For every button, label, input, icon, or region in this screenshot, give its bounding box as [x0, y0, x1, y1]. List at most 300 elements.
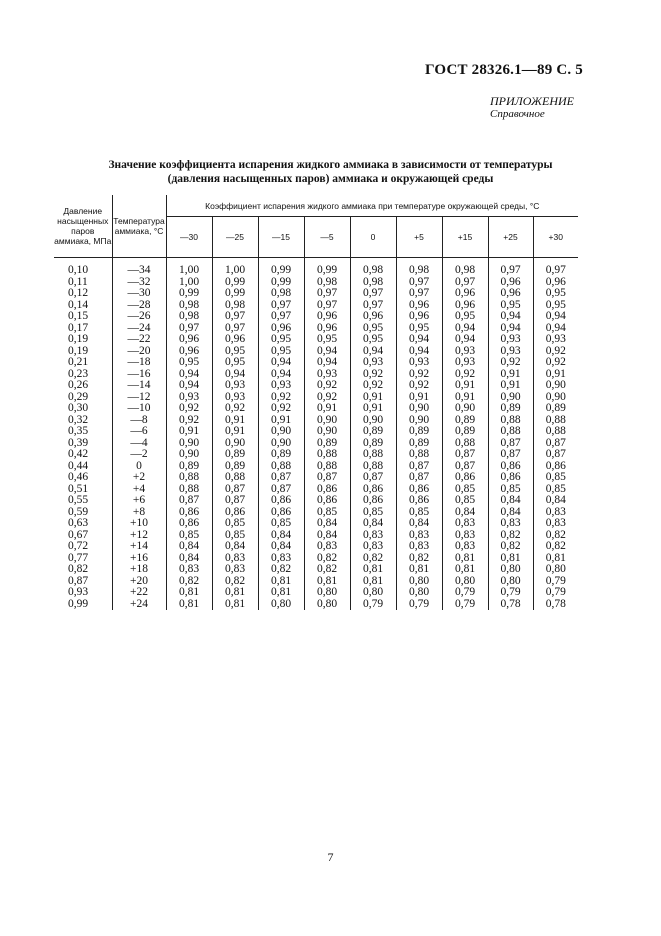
cell-pressure: 0,42	[68, 448, 89, 460]
table-row	[54, 541, 578, 553]
cell-coefficient: 0,79	[396, 599, 442, 611]
page-number: 7	[327, 850, 334, 864]
cell-coefficient: 0,95	[304, 334, 350, 346]
cell-coefficient: 0,89	[258, 449, 304, 461]
cell-coefficient: 0,96	[350, 311, 396, 323]
cell-coefficient: 0,89	[533, 403, 578, 415]
cell-coefficient: 0,80	[488, 564, 533, 576]
cell-pressure: 0,32	[68, 413, 89, 426]
cell-coefficient: 0,83	[258, 553, 304, 565]
cell-coefficient: 0,86	[533, 461, 578, 473]
cell-ammonia-temperature: —2	[112, 449, 166, 461]
cell-coefficient: 0,93	[212, 392, 258, 404]
cell-ammonia-temperature: +20	[112, 576, 166, 588]
cell-coefficient: 0,88	[258, 461, 304, 473]
cell-coefficient: 0,95	[442, 311, 488, 323]
table-row	[54, 518, 578, 530]
cell-coefficient: 0,87	[350, 472, 396, 484]
cell-coefficient: 0,92	[396, 369, 442, 381]
cell-coefficient: 0,94	[533, 323, 578, 335]
cell-coefficient: 0,79	[533, 576, 578, 588]
cell-pressure: 0,29	[68, 390, 89, 403]
cell-coefficient: 0,99	[212, 277, 258, 289]
cell-coefficient: 0,95	[350, 323, 396, 335]
cell-pressure: 0,19	[68, 344, 89, 357]
cell-coefficient: 0,90	[396, 415, 442, 427]
cell-coefficient: 0,92	[533, 357, 578, 369]
cell-coefficient: 0,97	[304, 288, 350, 300]
table-row	[54, 288, 578, 300]
cell-ammonia-temperature: —6	[112, 426, 166, 438]
table-row	[54, 599, 578, 611]
cell-coefficient: 0,87	[396, 472, 442, 484]
cell-coefficient: 0,98	[442, 258, 488, 277]
cell-coefficient: 0,79	[442, 587, 488, 599]
cell-coefficient: 0,91	[304, 403, 350, 415]
cell-coefficient: 0,89	[442, 415, 488, 427]
cell-ammonia-temperature: +12	[112, 530, 166, 542]
cell-ammonia-temperature: —24	[112, 323, 166, 335]
cell-coefficient: 0,88	[166, 472, 212, 484]
table-row	[54, 334, 578, 346]
table-row	[54, 426, 578, 438]
cell-coefficient: 0,83	[350, 541, 396, 553]
column-header-env-temp: —30	[166, 217, 212, 258]
table-row	[54, 357, 578, 369]
cell-ammonia-temperature: —20	[112, 346, 166, 358]
cell-coefficient: 0,86	[350, 495, 396, 507]
cell-coefficient: 0,94	[304, 346, 350, 358]
cell-coefficient: 0,85	[166, 530, 212, 542]
cell-ammonia-temperature: +22	[112, 587, 166, 599]
cell-coefficient: 0,82	[488, 530, 533, 542]
cell-coefficient: 0,84	[350, 518, 396, 530]
cell-coefficient: 0,79	[488, 587, 533, 599]
cell-coefficient: 0,97	[488, 258, 533, 277]
cell-coefficient: 0,92	[304, 392, 350, 404]
cell-coefficient: 0,88	[533, 426, 578, 438]
cell-coefficient: 0,98	[166, 300, 212, 312]
cell-coefficient: 0,82	[166, 576, 212, 588]
cell-coefficient: 0,92	[488, 357, 533, 369]
cell-coefficient: 0,82	[488, 541, 533, 553]
cell-coefficient: 0,78	[488, 599, 533, 611]
cell-pressure: 0,46	[68, 471, 89, 483]
column-header-ammonia-temperature: Температура аммиака, °С	[112, 195, 166, 258]
cell-coefficient: 0,97	[396, 277, 442, 289]
cell-coefficient: 0,92	[212, 403, 258, 415]
table-row	[54, 449, 578, 461]
cell-pressure: 0,67	[68, 528, 89, 541]
cell-pressure: 0,12	[68, 287, 89, 299]
cell-coefficient: 0,90	[304, 415, 350, 427]
cell-coefficient: 0,96	[304, 311, 350, 323]
table-row	[54, 587, 578, 599]
cell-coefficient: 0,94	[488, 311, 533, 323]
cell-ammonia-temperature: —34	[112, 258, 166, 277]
cell-coefficient: 0,93	[442, 346, 488, 358]
cell-coefficient: 0,93	[533, 334, 578, 346]
cell-coefficient: 0,80	[258, 599, 304, 611]
cell-coefficient: 0,99	[212, 288, 258, 300]
cell-coefficient: 0,99	[258, 277, 304, 289]
cell-coefficient: 0,94	[396, 346, 442, 358]
cell-coefficient: 0,81	[488, 553, 533, 565]
column-header-pressure: Давление насыщенных паров аммиака, МПа	[54, 195, 112, 258]
cell-coefficient: 0,90	[350, 415, 396, 427]
cell-coefficient: 0,88	[304, 461, 350, 473]
cell-coefficient: 0,94	[304, 357, 350, 369]
cell-coefficient: 0,88	[533, 415, 578, 427]
cell-coefficient: 0,97	[304, 300, 350, 312]
cell-coefficient: 0,88	[396, 449, 442, 461]
cell-coefficient: 0,85	[442, 495, 488, 507]
cell-pressure: 0,30	[68, 402, 89, 414]
cell-coefficient: 0,98	[166, 311, 212, 323]
column-header-env-temp: +30	[533, 217, 578, 258]
cell-coefficient: 0,85	[304, 507, 350, 519]
cell-coefficient: 0,92	[166, 403, 212, 415]
cell-pressure: 0,23	[68, 367, 89, 380]
cell-coefficient: 0,90	[304, 426, 350, 438]
cell-coefficient: 0,83	[488, 518, 533, 530]
document-header-reference: ГОСТ 28326.1—89 С. 5	[425, 62, 583, 78]
cell-pressure: 0,99	[68, 597, 89, 610]
cell-coefficient: 0,93	[304, 369, 350, 381]
cell-coefficient: 0,83	[533, 518, 578, 530]
cell-coefficient: 0,86	[166, 518, 212, 530]
cell-coefficient: 0,93	[396, 357, 442, 369]
cell-coefficient: 0,84	[442, 507, 488, 519]
cell-coefficient: 0,79	[350, 599, 396, 611]
cell-coefficient: 0,87	[166, 495, 212, 507]
cell-coefficient: 0,89	[212, 449, 258, 461]
cell-coefficient: 0,80	[442, 576, 488, 588]
table-row	[54, 380, 578, 392]
cell-coefficient: 0,89	[488, 403, 533, 415]
cell-pressure: 0,26	[68, 379, 89, 391]
cell-coefficient: 0,85	[396, 507, 442, 519]
cell-coefficient: 0,90	[166, 449, 212, 461]
table-row	[54, 495, 578, 507]
cell-coefficient: 0,80	[396, 587, 442, 599]
cell-coefficient: 0,83	[442, 530, 488, 542]
cell-coefficient: 0,83	[304, 541, 350, 553]
cell-coefficient: 0,96	[533, 277, 578, 289]
cell-coefficient: 0,95	[350, 334, 396, 346]
cell-coefficient: 0,91	[212, 426, 258, 438]
cell-ammonia-temperature: —28	[112, 300, 166, 312]
cell-coefficient: 0,97	[396, 288, 442, 300]
cell-pressure: 0,15	[68, 310, 89, 322]
cell-coefficient: 0,83	[166, 564, 212, 576]
cell-coefficient: 0,96	[166, 346, 212, 358]
cell-coefficient: 0,83	[442, 518, 488, 530]
cell-coefficient: 0,94	[258, 369, 304, 381]
cell-pressure: 0,63	[68, 517, 89, 529]
cell-coefficient: 0,88	[488, 415, 533, 427]
cell-coefficient: 1,00	[166, 277, 212, 289]
appendix-label: ПРИЛОЖЕНИЕ	[490, 94, 574, 108]
cell-coefficient: 0,89	[396, 426, 442, 438]
table-title-line-2: (давления насыщенных паров) аммиака и окружающей среды	[167, 173, 494, 185]
cell-coefficient: 0,85	[533, 472, 578, 484]
cell-coefficient: 0,81	[396, 564, 442, 576]
cell-ammonia-temperature: —30	[112, 288, 166, 300]
cell-coefficient: 0,87	[304, 472, 350, 484]
cell-coefficient: 0,81	[350, 576, 396, 588]
cell-coefficient: 0,86	[166, 507, 212, 519]
cell-pressure: 0,35	[68, 425, 89, 437]
table-row	[54, 403, 578, 415]
cell-coefficient: 0,96	[488, 288, 533, 300]
appendix-label-block	[490, 95, 574, 121]
cell-coefficient: 0,82	[304, 553, 350, 565]
cell-coefficient: 0,96	[442, 300, 488, 312]
cell-ammonia-temperature: —32	[112, 277, 166, 289]
cell-coefficient: 0,97	[442, 277, 488, 289]
cell-coefficient: 0,99	[258, 258, 304, 277]
cell-coefficient: 0,93	[166, 392, 212, 404]
cell-coefficient: 0,91	[212, 415, 258, 427]
cell-coefficient: 0,83	[350, 530, 396, 542]
cell-coefficient: 0,93	[488, 346, 533, 358]
cell-coefficient: 0,94	[212, 369, 258, 381]
cell-coefficient: 0,96	[258, 323, 304, 335]
cell-coefficient: 0,94	[166, 380, 212, 392]
cell-coefficient: 0,82	[212, 576, 258, 588]
cell-pressure: 0,10	[68, 264, 89, 276]
cell-coefficient: 0,89	[166, 461, 212, 473]
cell-ammonia-temperature: +24	[112, 599, 166, 611]
cell-coefficient: 0,84	[166, 553, 212, 565]
cell-coefficient: 0,92	[533, 346, 578, 358]
cell-coefficient: 0,87	[212, 484, 258, 496]
cell-coefficient: 0,88	[166, 484, 212, 496]
cell-coefficient: 0,94	[350, 346, 396, 358]
cell-ammonia-temperature: —4	[112, 438, 166, 450]
cell-coefficient: 0,98	[350, 258, 396, 277]
cell-coefficient: 0,81	[166, 587, 212, 599]
cell-coefficient: 0,89	[304, 438, 350, 450]
cell-coefficient: 0,85	[350, 507, 396, 519]
column-header-env-temp: +15	[442, 217, 488, 258]
cell-coefficient: 0,94	[533, 311, 578, 323]
cell-coefficient: 0,92	[166, 415, 212, 427]
cell-coefficient: 0,86	[304, 484, 350, 496]
cell-coefficient: 0,81	[212, 599, 258, 611]
cell-coefficient: 0,90	[396, 403, 442, 415]
cell-coefficient: 0,87	[442, 449, 488, 461]
cell-coefficient: 0,88	[488, 426, 533, 438]
cell-ammonia-temperature: +6	[112, 495, 166, 507]
cell-ammonia-temperature: +2	[112, 472, 166, 484]
cell-coefficient: 0,92	[258, 403, 304, 415]
table-row	[54, 472, 578, 484]
cell-coefficient: 0,98	[350, 277, 396, 289]
cell-coefficient: 0,80	[396, 576, 442, 588]
cell-coefficient: 0,85	[442, 484, 488, 496]
cell-coefficient: 0,85	[258, 518, 304, 530]
cell-ammonia-temperature: —22	[112, 334, 166, 346]
cell-coefficient: 0,84	[212, 541, 258, 553]
cell-pressure: 0,51	[68, 482, 89, 495]
cell-coefficient: 0,80	[488, 576, 533, 588]
cell-coefficient: 0,84	[304, 530, 350, 542]
cell-coefficient: 0,83	[212, 553, 258, 565]
cell-coefficient: 0,96	[304, 323, 350, 335]
cell-pressure: 0,21	[68, 356, 89, 368]
cell-coefficient: 0,93	[258, 380, 304, 392]
cell-coefficient: 0,81	[304, 576, 350, 588]
cell-ammonia-temperature: —10	[112, 403, 166, 415]
cell-coefficient: 0,88	[212, 472, 258, 484]
cell-coefficient: 0,93	[488, 334, 533, 346]
cell-ammonia-temperature: —18	[112, 357, 166, 369]
cell-coefficient: 0,96	[488, 277, 533, 289]
cell-coefficient: 0,82	[396, 553, 442, 565]
cell-coefficient: 0,92	[350, 380, 396, 392]
cell-coefficient: 0,81	[212, 587, 258, 599]
cell-coefficient: 0,84	[258, 541, 304, 553]
cell-coefficient: 0,94	[166, 369, 212, 381]
cell-coefficient: 0,81	[442, 553, 488, 565]
cell-coefficient: 0,80	[304, 599, 350, 611]
cell-coefficient: 0,81	[350, 564, 396, 576]
cell-coefficient: 0,81	[166, 599, 212, 611]
evaporation-coefficient-table	[54, 195, 578, 610]
cell-coefficient: 0,87	[488, 438, 533, 450]
cell-coefficient: 0,88	[350, 461, 396, 473]
cell-coefficient: 0,84	[396, 518, 442, 530]
cell-pressure: 0,77	[68, 551, 89, 564]
column-header-coefficient-span: Коэффициент испарения жидкого аммиака при температуре окружающей среды, °С	[166, 195, 578, 217]
cell-pressure: 0,82	[68, 563, 89, 575]
cell-coefficient: 0,84	[258, 530, 304, 542]
cell-coefficient: 0,88	[304, 449, 350, 461]
cell-coefficient: 0,87	[258, 484, 304, 496]
cell-coefficient: 0,86	[442, 472, 488, 484]
column-header-env-temp: —25	[212, 217, 258, 258]
cell-coefficient: 0,82	[533, 530, 578, 542]
cell-pressure: 0,59	[68, 505, 89, 518]
cell-coefficient: 0,87	[488, 449, 533, 461]
cell-coefficient: 0,86	[396, 495, 442, 507]
cell-coefficient: 0,86	[350, 484, 396, 496]
cell-coefficient: 0,85	[212, 518, 258, 530]
cell-coefficient: 0,93	[350, 357, 396, 369]
cell-coefficient: 0,97	[212, 311, 258, 323]
cell-ammonia-temperature: +18	[112, 564, 166, 576]
cell-coefficient: 0,91	[488, 369, 533, 381]
cell-coefficient: 0,81	[442, 564, 488, 576]
cell-ammonia-temperature: +16	[112, 553, 166, 565]
cell-coefficient: 0,87	[258, 472, 304, 484]
cell-pressure: 0,19	[68, 333, 89, 345]
cell-coefficient: 0,79	[442, 599, 488, 611]
cell-coefficient: 0,87	[396, 461, 442, 473]
cell-coefficient: 0,95	[488, 300, 533, 312]
cell-ammonia-temperature: +4	[112, 484, 166, 496]
cell-coefficient: 0,89	[212, 461, 258, 473]
cell-coefficient: 0,91	[488, 380, 533, 392]
cell-coefficient: 0,90	[212, 438, 258, 450]
cell-coefficient: 0,95	[258, 334, 304, 346]
column-header-env-temp: +25	[488, 217, 533, 258]
cell-coefficient: 0,95	[533, 288, 578, 300]
cell-coefficient: 0,90	[258, 426, 304, 438]
cell-pressure: 0,93	[68, 586, 89, 598]
cell-coefficient: 0,88	[442, 438, 488, 450]
cell-coefficient: 0,86	[258, 507, 304, 519]
appendix-type: Справочное	[490, 108, 545, 120]
cell-coefficient: 0,96	[396, 300, 442, 312]
cell-coefficient: 0,91	[166, 426, 212, 438]
cell-coefficient: 0,83	[442, 541, 488, 553]
cell-coefficient: 0,84	[304, 518, 350, 530]
cell-coefficient: 0,91	[442, 392, 488, 404]
cell-coefficient: 0,98	[396, 258, 442, 277]
cell-coefficient: 0,94	[442, 323, 488, 335]
cell-coefficient: 0,84	[533, 495, 578, 507]
cell-coefficient: 0,92	[442, 369, 488, 381]
cell-coefficient: 0,86	[212, 507, 258, 519]
cell-coefficient: 0,81	[258, 587, 304, 599]
cell-ammonia-temperature: —12	[112, 392, 166, 404]
cell-coefficient: 0,91	[350, 392, 396, 404]
cell-coefficient: 0,79	[533, 587, 578, 599]
cell-coefficient: 0,83	[212, 564, 258, 576]
cell-coefficient: 0,82	[304, 564, 350, 576]
cell-coefficient: 0,78	[533, 599, 578, 611]
cell-ammonia-temperature: +14	[112, 541, 166, 553]
cell-coefficient: 0,89	[396, 438, 442, 450]
cell-pressure: 0,87	[68, 574, 89, 587]
cell-coefficient: 0,95	[212, 357, 258, 369]
table-row	[54, 258, 578, 277]
cell-coefficient: 0,98	[212, 300, 258, 312]
cell-coefficient: 0,87	[442, 461, 488, 473]
cell-coefficient: 0,93	[442, 357, 488, 369]
cell-coefficient: 0,85	[533, 484, 578, 496]
cell-ammonia-temperature: —8	[112, 415, 166, 427]
cell-coefficient: 0,95	[212, 346, 258, 358]
cell-coefficient: 0,85	[212, 530, 258, 542]
cell-coefficient: 0,96	[212, 334, 258, 346]
cell-coefficient: 0,97	[212, 323, 258, 335]
cell-coefficient: 0,84	[488, 495, 533, 507]
cell-pressure: 0,14	[68, 298, 89, 311]
cell-coefficient: 0,99	[304, 258, 350, 277]
cell-coefficient: 0,92	[350, 369, 396, 381]
cell-coefficient: 0,94	[442, 334, 488, 346]
cell-ammonia-temperature: 0	[112, 461, 166, 473]
cell-coefficient: 0,87	[533, 438, 578, 450]
table-row	[54, 311, 578, 323]
cell-coefficient: 0,83	[396, 541, 442, 553]
cell-ammonia-temperature: —14	[112, 380, 166, 392]
cell-ammonia-temperature: +10	[112, 518, 166, 530]
cell-coefficient: 0,81	[258, 576, 304, 588]
cell-coefficient: 0,94	[488, 323, 533, 335]
cell-coefficient: 0,98	[304, 277, 350, 289]
cell-coefficient: 0,96	[396, 311, 442, 323]
cell-ammonia-temperature: +8	[112, 507, 166, 519]
cell-coefficient: 0,96	[166, 334, 212, 346]
cell-coefficient: 0,84	[166, 541, 212, 553]
cell-coefficient: 0,91	[258, 415, 304, 427]
cell-ammonia-temperature: —16	[112, 369, 166, 381]
